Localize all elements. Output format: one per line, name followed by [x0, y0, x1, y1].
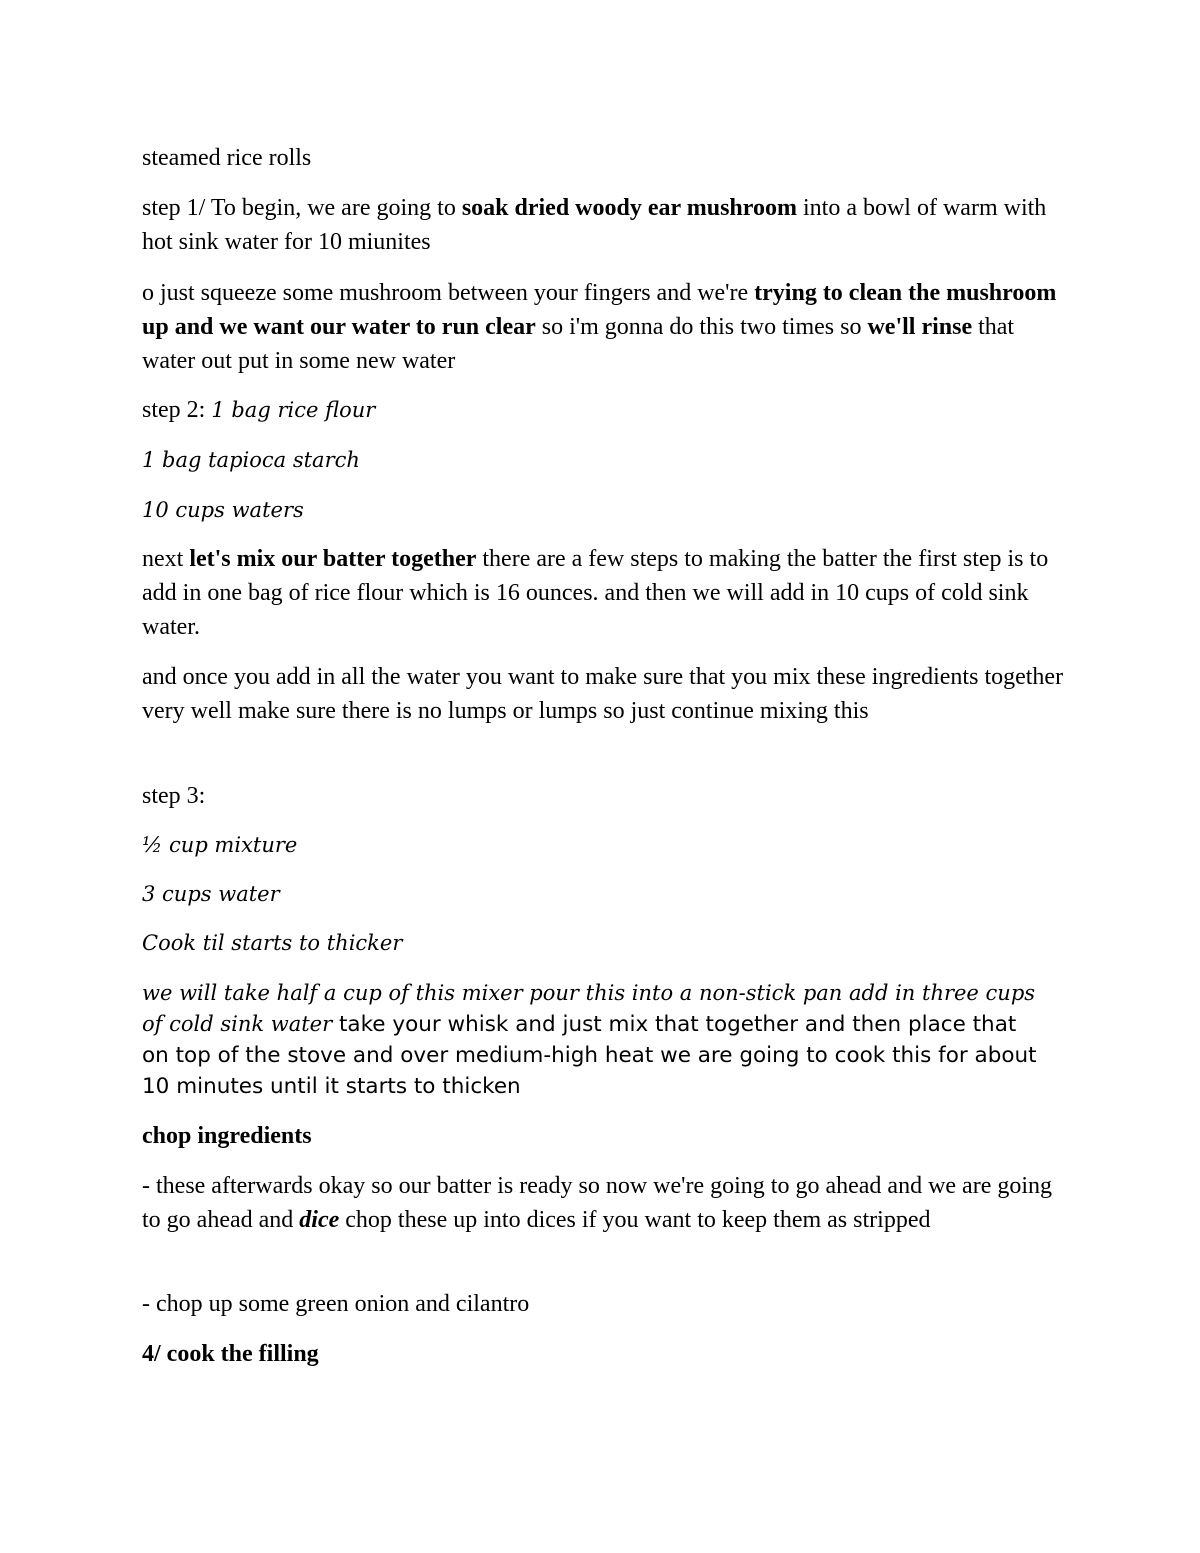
step-3-item-2	[142, 877, 1072, 911]
step-3-item-water: 3 cups water	[142, 882, 280, 906]
step-3-label: step 3:	[142, 783, 206, 809]
step-1-text: step 1/ To begin, we are going to	[142, 195, 462, 221]
step-2-item-3	[142, 493, 1072, 527]
step-2-label: step 2:	[142, 397, 212, 423]
step-2-item-rice-flour: 1 bag rice flour	[211, 398, 376, 422]
rinse-paragraph	[142, 276, 1072, 378]
batter-paragraph	[142, 542, 1072, 644]
rinse-text-end: that water out put in some new water	[142, 314, 1015, 374]
batter-text: next	[142, 546, 190, 572]
batter-bold-text: let's mix our batter together	[189, 546, 477, 572]
step-1-bold-text: soak dried woody ear mushroom	[461, 195, 797, 221]
title-text: steamed rice rolls	[142, 145, 312, 171]
onion-text: - chop up some green onion and cilantro	[142, 1291, 530, 1317]
cook-italic-text: we will take half a cup of this mixer pour this into a non-stick pan add in three cups of cold sink water	[142, 981, 1036, 1036]
chop-heading-text: chop ingredients	[142, 1123, 312, 1149]
step-3-item-1	[142, 828, 1072, 862]
cook-sans-text: take your whisk and just mix that together and then place that on top of the stove and over medium-high heat we are going to cook this for about 10 minutes until it starts to thicken	[142, 1012, 1037, 1099]
mix-text: and once you add in all the water you want to make sure that you mix these ingredients together very well make sure there is no lumps or lumps so just continue mixing this	[142, 664, 1064, 724]
step-4-heading-text: 4/ cook the filling	[142, 1341, 319, 1367]
rinse-text: o just squeeze some mushroom between your fingers and we're	[142, 280, 755, 306]
chop-heading	[142, 1119, 1072, 1153]
step-1-paragraph	[142, 191, 1072, 259]
chop-paragraph	[142, 1169, 1072, 1237]
cook-paragraph	[142, 978, 1042, 1102]
step-2-item-waters: 10 cups waters	[142, 498, 304, 522]
step-4-heading	[142, 1337, 1072, 1371]
step-3-heading	[142, 779, 1072, 813]
step-3-item-mixture: ½ cup mixture	[142, 833, 298, 857]
onion-paragraph	[142, 1287, 1072, 1321]
mix-paragraph	[142, 660, 1072, 728]
rinse-bold-text-2: we'll rinse	[867, 314, 973, 340]
step-2-heading	[142, 393, 1072, 427]
step-3-item-cook: Cook til starts to thicker	[142, 931, 403, 955]
chop-text: - these afterwards okay so our batter is ready so now we're going to go ahead and we are going to go ahead and	[142, 1173, 1053, 1233]
chop-dice-text: dice	[299, 1207, 340, 1233]
document-title	[142, 141, 1072, 175]
rinse-text-mid: so i'm gonna do this two times so	[535, 314, 868, 340]
chop-text-end: chop these up into dices if you want to keep them as stripped	[339, 1207, 931, 1233]
step-2-item-2	[142, 443, 1072, 477]
step-1-text-end: into a bowl of warm with hot sink water for 10 miunites	[142, 195, 1047, 255]
rinse-bold-text: trying to clean the mushroom up and we want our water to run clear	[142, 280, 1057, 340]
step-2-item-tapioca: 1 bag tapioca starch	[142, 448, 360, 472]
batter-text-end: there are a few steps to making the batter the first step is to add in one bag of rice flour which is 16 ounces. and then we will add in 10 cups of cold sink water.	[142, 546, 1049, 640]
step-3-item-3	[142, 926, 1072, 960]
